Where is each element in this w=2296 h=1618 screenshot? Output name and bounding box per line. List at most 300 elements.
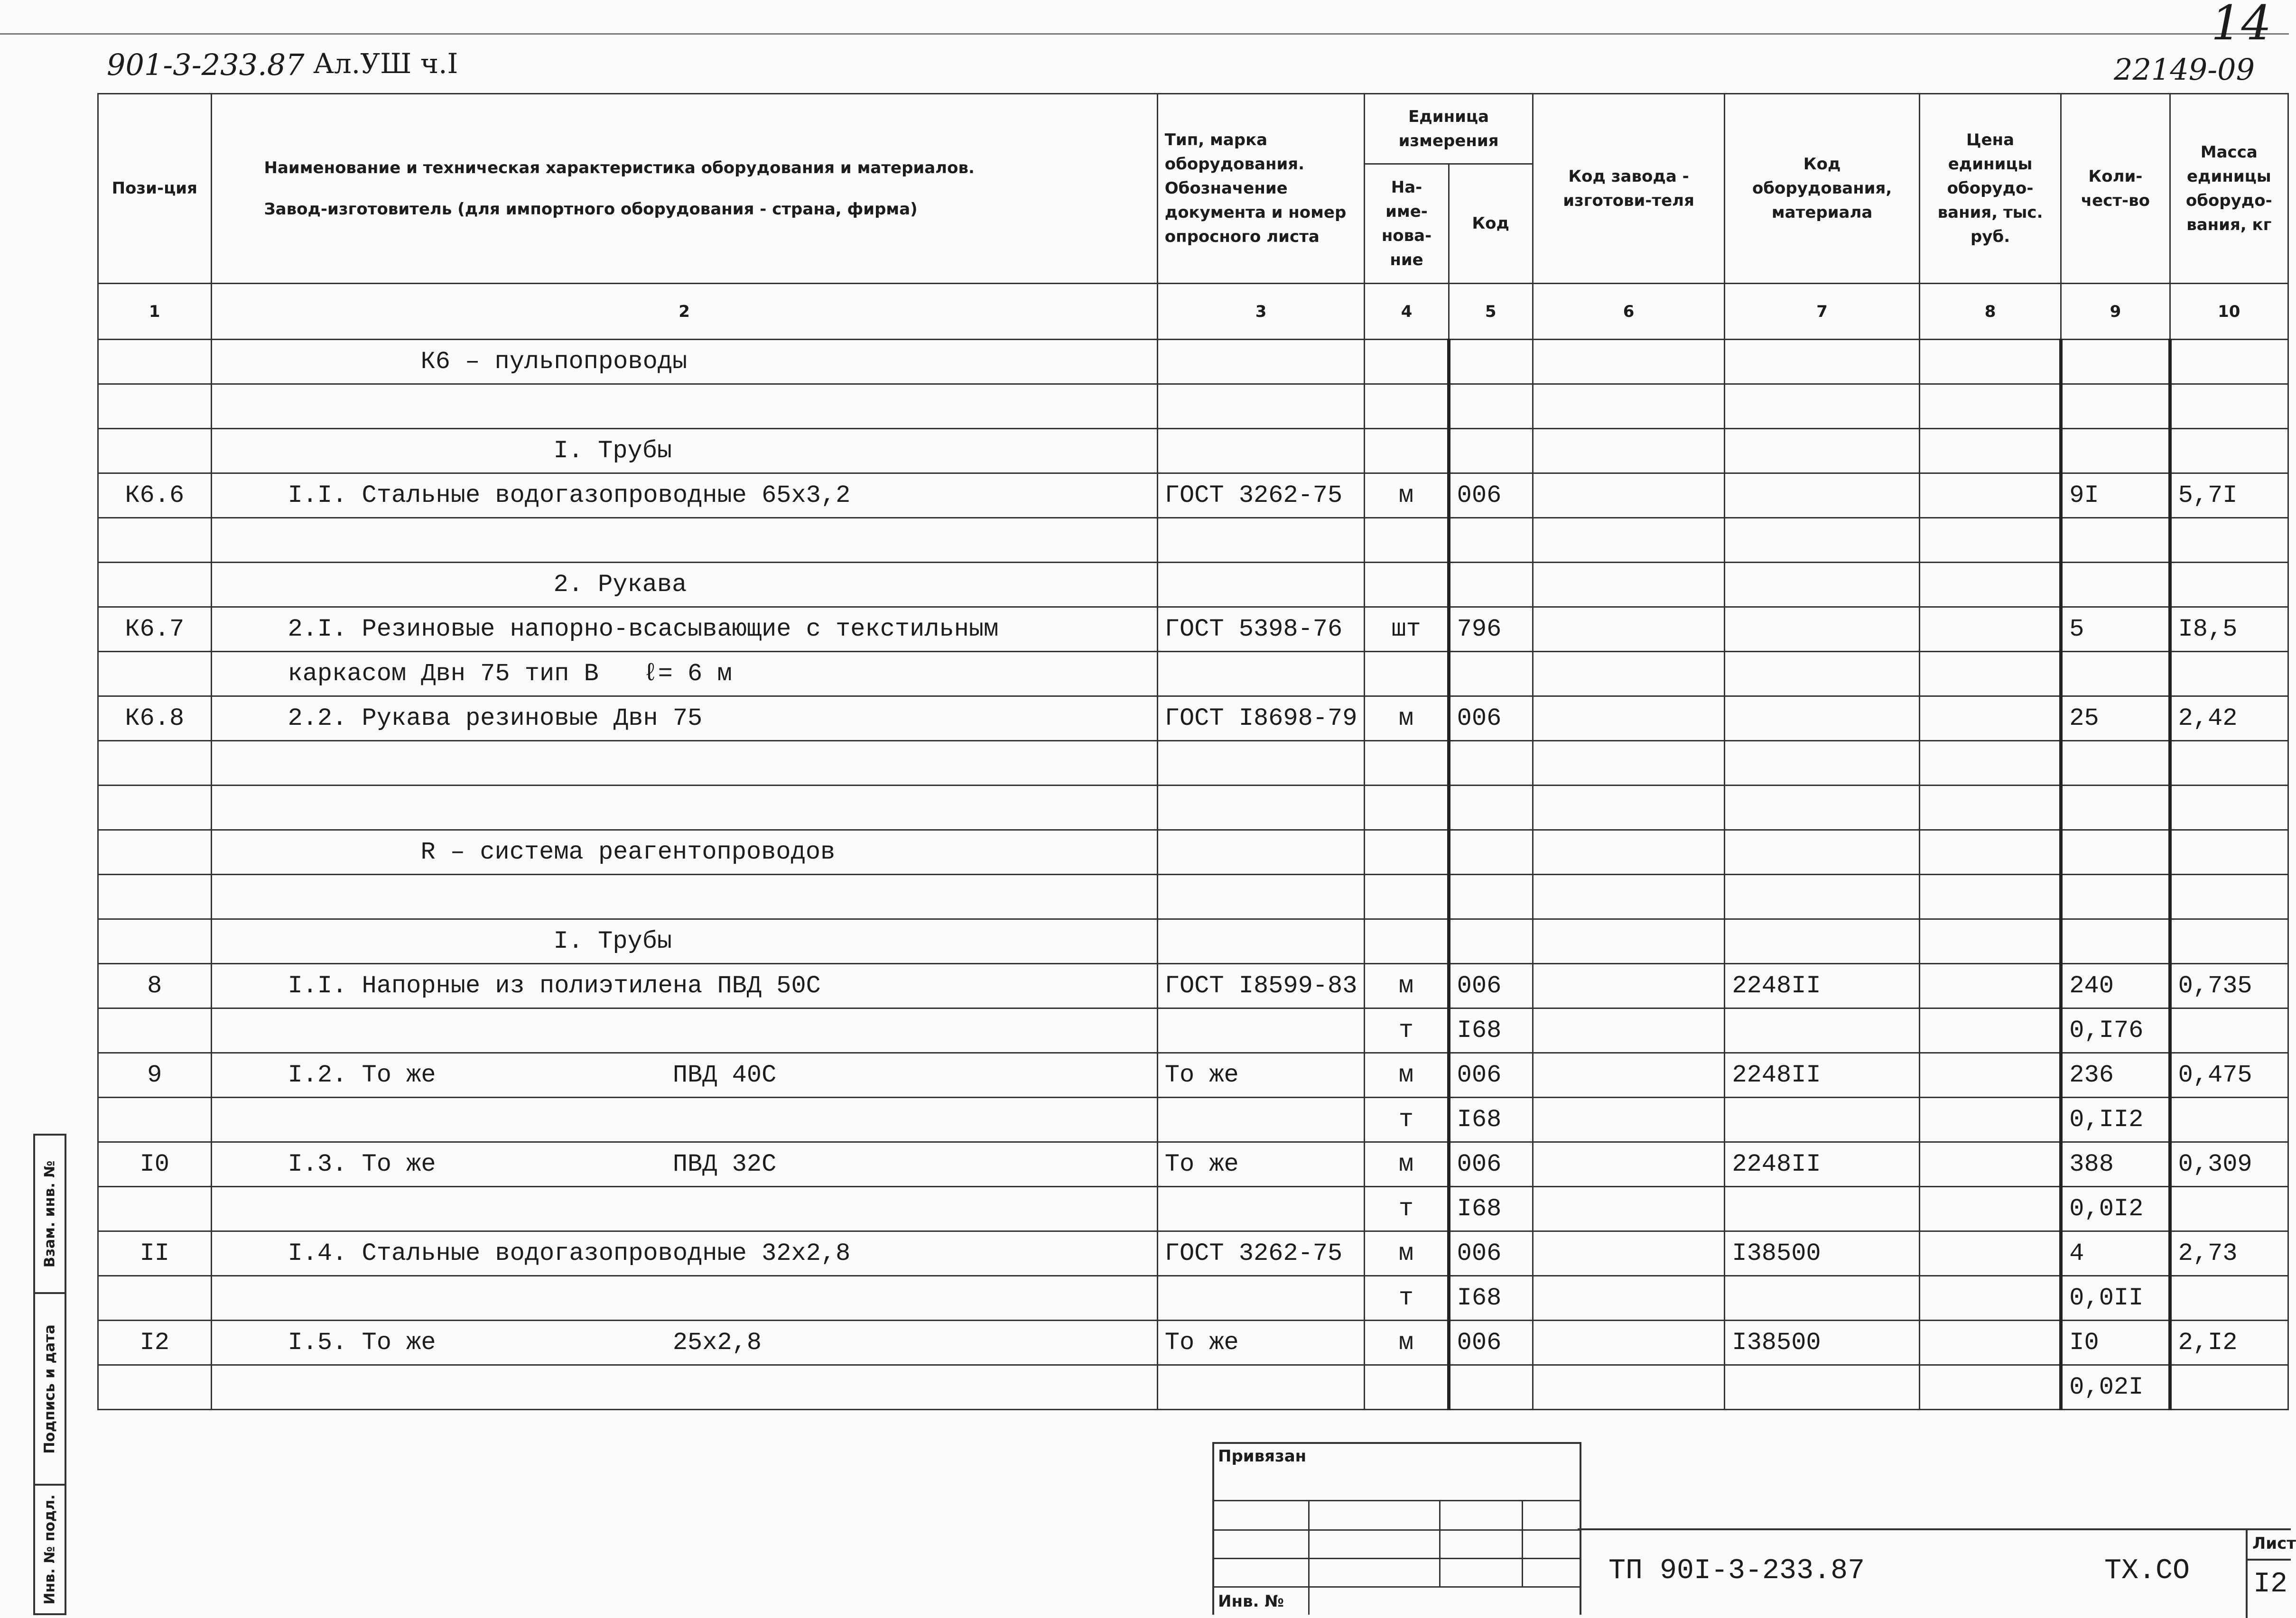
table-row [98, 830, 2288, 875]
side-stamp-label: Взам. инв. № [41, 1160, 58, 1267]
price-cell [1919, 1231, 2061, 1276]
plant-code-cell [1533, 473, 1725, 518]
sheet-number: 14 [2211, 0, 2272, 51]
unit-name-cell: т [1365, 1187, 1449, 1231]
price-cell [1919, 830, 2061, 875]
price-cell [1919, 1321, 2061, 1365]
table-row [98, 652, 2288, 696]
binding-grid-line [1308, 1500, 1310, 1615]
header-position: Пози-ция [98, 94, 212, 284]
header-material-code: Код оборудования, материала [1725, 94, 1919, 284]
side-stamp-original-inv [35, 1486, 65, 1613]
side-stamp [33, 1134, 66, 1615]
position-cell: I0 [98, 1142, 212, 1187]
table-header [98, 94, 2288, 340]
unit-code-cell [1449, 652, 1533, 696]
price-cell [1919, 1142, 2061, 1187]
binding-grid-line [1214, 1529, 1580, 1531]
sheet-label: Лист [2252, 1534, 2296, 1553]
table-row [98, 1008, 2288, 1053]
document-cell: ГОСТ 3262-75 [1157, 1231, 1365, 1276]
price-cell [1919, 563, 2061, 607]
document-cell [1157, 563, 1365, 607]
unit-code-cell [1449, 830, 1533, 875]
plant-code-cell [1533, 652, 1725, 696]
table-row [98, 1187, 2288, 1231]
quantity-cell: 0,0I2 [2061, 1187, 2170, 1231]
quantity-cell [2061, 741, 2170, 786]
column-number: 3 [1157, 284, 1365, 340]
price-cell [1919, 964, 2061, 1008]
table-row [98, 1053, 2288, 1098]
position-cell [98, 1276, 212, 1321]
header-unit-code: Код [1449, 164, 1533, 284]
unit-name-cell [1365, 340, 1449, 384]
unit-name-cell [1365, 563, 1449, 607]
mass-cell [2170, 1187, 2288, 1231]
name-cell: I.I. Напорные из полиэтилена ПВД 50С [211, 964, 1157, 1008]
unit-name-cell [1365, 652, 1449, 696]
unit-code-cell: I68 [1449, 1187, 1533, 1231]
quantity-cell: I0 [2061, 1321, 2170, 1365]
material-code-cell [1725, 875, 1919, 919]
plant-code-cell [1533, 1008, 1725, 1053]
unit-name-cell [1365, 830, 1449, 875]
document-cell [1157, 518, 1365, 563]
price-cell [1919, 1008, 2061, 1053]
plant-code-cell [1533, 340, 1725, 384]
name-cell: I.I. Стальные водогазопроводные 65х3,2 [211, 473, 1157, 518]
material-code-cell: 2248II [1725, 1053, 1919, 1098]
unit-name-cell [1365, 429, 1449, 473]
document-cell: ГОСТ 3262-75 [1157, 473, 1365, 518]
column-number: 5 [1449, 284, 1533, 340]
plant-code-cell [1533, 563, 1725, 607]
document-cell [1157, 1187, 1365, 1231]
quantity-cell: 388 [2061, 1142, 2170, 1187]
position-cell [98, 1008, 212, 1053]
project-code: ТП 90I-3-233.87 [1608, 1555, 1865, 1587]
quantity-cell [2061, 830, 2170, 875]
position-cell: К6.8 [98, 696, 212, 741]
side-stamp-replace-inv [35, 1136, 65, 1292]
header-quantity: Коли-чест-во [2061, 94, 2170, 284]
plant-code-cell [1533, 830, 1725, 875]
document-cell [1157, 1098, 1365, 1142]
unit-name-cell: м [1365, 964, 1449, 1008]
unit-name-cell: т [1365, 1276, 1449, 1321]
price-cell [1919, 696, 2061, 741]
material-code-cell [1725, 563, 1919, 607]
mass-cell [2170, 340, 2288, 384]
name-cell [211, 1008, 1157, 1053]
material-code-cell [1725, 696, 1919, 741]
unit-code-cell [1449, 429, 1533, 473]
mass-cell [2170, 1276, 2288, 1321]
column-number: 1 [98, 284, 212, 340]
plant-code-cell [1533, 786, 1725, 830]
material-code-cell [1725, 786, 1919, 830]
price-cell [1919, 1187, 2061, 1231]
table-row [98, 518, 2288, 563]
column-number: 9 [2061, 284, 2170, 340]
unit-code-cell: I68 [1449, 1276, 1533, 1321]
unit-name-cell [1365, 786, 1449, 830]
drawing-mark: ТХ.СО [2104, 1555, 2190, 1587]
price-cell [1919, 473, 2061, 518]
position-cell: I2 [98, 1321, 212, 1365]
table-row [98, 696, 2288, 741]
name-cell [211, 741, 1157, 786]
quantity-cell: 0,I76 [2061, 1008, 2170, 1053]
name-cell [211, 1365, 1157, 1410]
specification-table [97, 93, 2289, 1410]
material-code-cell: I38500 [1725, 1231, 1919, 1276]
name-cell: К6 – пульпопроводы [211, 340, 1157, 384]
mass-cell [2170, 741, 2288, 786]
mass-cell: 2,I2 [2170, 1321, 2288, 1365]
header-name-line1: Наименование и техническая характеристика оборудования и материалов. [264, 158, 975, 177]
position-cell: II [98, 1231, 212, 1276]
unit-code-cell [1449, 875, 1533, 919]
price-cell [1919, 607, 2061, 652]
quantity-cell [2061, 518, 2170, 563]
name-cell: I. Трубы [211, 919, 1157, 964]
name-cell [211, 875, 1157, 919]
plant-code-cell [1533, 1187, 1725, 1231]
name-cell [211, 518, 1157, 563]
document-cell [1157, 384, 1365, 429]
binding-block [1212, 1442, 1581, 1615]
header-unit-group: Единица измерения [1365, 94, 1533, 164]
quantity-cell: 0,02I [2061, 1365, 2170, 1410]
mass-cell: 2,42 [2170, 696, 2288, 741]
document-cell [1157, 1365, 1365, 1410]
document-cell: То же [1157, 1053, 1365, 1098]
quantity-cell [2061, 429, 2170, 473]
name-cell: I.5. То же 25х2,8 [211, 1321, 1157, 1365]
plant-code-cell [1533, 1276, 1725, 1321]
material-code-cell [1725, 1008, 1919, 1053]
unit-code-cell: I68 [1449, 1098, 1533, 1142]
position-cell: 8 [98, 964, 212, 1008]
document-cell: ГОСТ 5398-76 [1157, 607, 1365, 652]
position-cell [98, 429, 212, 473]
unit-name-cell: м [1365, 696, 1449, 741]
header-unit-price: Цена единицы оборудо-вания, тыс. руб. [1919, 94, 2061, 284]
mass-cell [2170, 563, 2288, 607]
position-cell: К6.6 [98, 473, 212, 518]
price-cell [1919, 1098, 2061, 1142]
price-cell [1919, 1276, 2061, 1321]
position-cell [98, 384, 212, 429]
plant-code-cell [1533, 384, 1725, 429]
position-cell [98, 786, 212, 830]
material-code-cell [1725, 429, 1919, 473]
quantity-cell: 4 [2061, 1231, 2170, 1276]
name-cell [211, 786, 1157, 830]
name-cell: R – система реагентопроводов [211, 830, 1157, 875]
plant-code-cell [1533, 1098, 1725, 1142]
mass-cell [2170, 1008, 2288, 1053]
table-row [98, 919, 2288, 964]
document-cell [1157, 340, 1365, 384]
document-cell [1157, 1008, 1365, 1053]
binding-grid-line [1439, 1500, 1441, 1586]
album-code: 901-3-233.87 [107, 47, 305, 82]
material-code-cell [1725, 473, 1919, 518]
position-cell [98, 518, 212, 563]
unit-code-cell: 006 [1449, 696, 1533, 741]
name-cell: I. Трубы [211, 429, 1157, 473]
name-cell: 2. Рукава [211, 563, 1157, 607]
sheet-box [2246, 1528, 2296, 1618]
table-row [98, 964, 2288, 1008]
mass-cell: I8,5 [2170, 607, 2288, 652]
price-cell [1919, 340, 2061, 384]
name-cell: 2.2. Рукава резиновые Двн 75 [211, 696, 1157, 741]
mass-cell [2170, 786, 2288, 830]
plant-code-cell [1533, 1365, 1725, 1410]
plant-code-cell [1533, 1053, 1725, 1098]
table-row [98, 1142, 2288, 1187]
unit-code-cell: 006 [1449, 1231, 1533, 1276]
unit-code-cell: 796 [1449, 607, 1533, 652]
price-cell [1919, 429, 2061, 473]
position-cell [98, 1098, 212, 1142]
material-code-cell [1725, 1187, 1919, 1231]
unit-name-cell: м [1365, 1053, 1449, 1098]
plant-code-cell [1533, 875, 1725, 919]
name-cell [211, 1098, 1157, 1142]
table-row [98, 384, 2288, 429]
document-code: 22149-09 [2114, 52, 2255, 87]
mass-cell [2170, 1098, 2288, 1142]
position-cell: 9 [98, 1053, 212, 1098]
material-code-cell [1725, 919, 1919, 964]
price-cell [1919, 919, 2061, 964]
material-code-cell [1725, 741, 1919, 786]
table-body [98, 340, 2288, 1410]
position-cell [98, 741, 212, 786]
name-cell [211, 1187, 1157, 1231]
name-cell: каркасом Двн 75 тип В ℓ= 6 м [211, 652, 1157, 696]
material-code-cell [1725, 1365, 1919, 1410]
quantity-cell [2061, 563, 2170, 607]
material-code-cell [1725, 384, 1919, 429]
document-cell: То же [1157, 1321, 1365, 1365]
plant-code-cell [1533, 1321, 1725, 1365]
unit-name-cell: м [1365, 1321, 1449, 1365]
unit-name-cell [1365, 384, 1449, 429]
unit-code-cell: 006 [1449, 964, 1533, 1008]
table-row [98, 1365, 2288, 1410]
table-row [98, 340, 2288, 384]
table-row [98, 741, 2288, 786]
quantity-cell: 0,0II [2061, 1276, 2170, 1321]
header-name [211, 94, 1157, 284]
document-cell: То же [1157, 1142, 1365, 1187]
position-cell [98, 830, 212, 875]
document-cell [1157, 429, 1365, 473]
column-number: 10 [2170, 284, 2288, 340]
document-cell [1157, 919, 1365, 964]
mass-cell: 0,475 [2170, 1053, 2288, 1098]
unit-code-cell [1449, 518, 1533, 563]
quantity-cell [2061, 384, 2170, 429]
position-cell [98, 1365, 212, 1410]
document-cell [1157, 875, 1365, 919]
unit-code-cell [1449, 340, 1533, 384]
column-number: 7 [1725, 284, 1919, 340]
table-row [98, 607, 2288, 652]
quantity-cell: 236 [2061, 1053, 2170, 1098]
sheet-box-divider [2248, 1559, 2291, 1561]
unit-name-cell [1365, 1365, 1449, 1410]
side-stamp-signature-date [35, 1294, 65, 1484]
unit-name-cell: м [1365, 1231, 1449, 1276]
unit-name-cell: шт [1365, 607, 1449, 652]
price-cell [1919, 786, 2061, 830]
binding-grid-line [1522, 1500, 1523, 1586]
inventory-label: Инв. № [1218, 1592, 1284, 1611]
unit-code-cell: 006 [1449, 1142, 1533, 1187]
table-row [98, 1098, 2288, 1142]
unit-name-cell: т [1365, 1008, 1449, 1053]
unit-code-cell [1449, 741, 1533, 786]
unit-name-cell [1365, 741, 1449, 786]
unit-code-cell [1449, 786, 1533, 830]
mass-cell [2170, 652, 2288, 696]
album-part: Ал.УШ ч.I [313, 47, 458, 80]
binding-grid-line [1214, 1586, 1580, 1588]
document-cell [1157, 1276, 1365, 1321]
material-code-cell [1725, 1276, 1919, 1321]
plant-code-cell [1533, 518, 1725, 563]
plant-code-cell [1533, 696, 1725, 741]
unit-name-cell: м [1365, 473, 1449, 518]
material-code-cell: 2248II [1725, 1142, 1919, 1187]
price-cell [1919, 741, 2061, 786]
material-code-cell [1725, 652, 1919, 696]
column-number: 6 [1533, 284, 1725, 340]
name-cell [211, 384, 1157, 429]
quantity-cell [2061, 875, 2170, 919]
mass-cell: 0,309 [2170, 1142, 2288, 1187]
name-cell: 2.I. Резиновые напорно-всасывающие с текстильным [211, 607, 1157, 652]
document-cell [1157, 652, 1365, 696]
column-number: 2 [211, 284, 1157, 340]
column-number: 8 [1919, 284, 2061, 340]
mass-cell: 0,735 [2170, 964, 2288, 1008]
binding-grid-line [1214, 1500, 1580, 1501]
name-cell: I.2. То же ПВД 40С [211, 1053, 1157, 1098]
plant-code-cell [1533, 919, 1725, 964]
table-row [98, 1276, 2288, 1321]
unit-code-cell: 006 [1449, 1321, 1533, 1365]
price-cell [1919, 384, 2061, 429]
position-cell: К6.7 [98, 607, 212, 652]
unit-code-cell [1449, 563, 1533, 607]
mass-cell [2170, 830, 2288, 875]
mass-cell [2170, 384, 2288, 429]
header-type-mark: Тип, марка оборудования. Обозначение документа и номер опросного листа [1157, 94, 1365, 284]
position-cell [98, 1187, 212, 1231]
table-row [98, 473, 2288, 518]
document-cell: ГОСТ I8698-79 [1157, 696, 1365, 741]
unit-code-cell: 006 [1449, 1053, 1533, 1098]
table-row [98, 1321, 2288, 1365]
quantity-cell: 5 [2061, 607, 2170, 652]
quantity-cell: 9I [2061, 473, 2170, 518]
table-row [98, 786, 2288, 830]
unit-code-cell [1449, 919, 1533, 964]
mass-cell [2170, 518, 2288, 563]
unit-name-cell: м [1365, 1142, 1449, 1187]
unit-code-cell [1449, 1365, 1533, 1410]
plant-code-cell [1533, 741, 1725, 786]
document-cell [1157, 786, 1365, 830]
document-cell: ГОСТ I8599-83 [1157, 964, 1365, 1008]
quantity-cell [2061, 919, 2170, 964]
name-cell: I.3. То же ПВД 32С [211, 1142, 1157, 1187]
position-cell [98, 340, 212, 384]
unit-name-cell [1365, 518, 1449, 563]
mass-cell [2170, 1365, 2288, 1410]
header-unit-name: На-име-нова-ние [1365, 164, 1449, 284]
bound-label: Привязан [1218, 1447, 1307, 1466]
document-cell [1157, 741, 1365, 786]
plant-code-cell [1533, 429, 1725, 473]
header-plant-code: Код завода - изготови-теля [1533, 94, 1725, 284]
quantity-cell: 0,II2 [2061, 1098, 2170, 1142]
quantity-cell: 240 [2061, 964, 2170, 1008]
price-cell [1919, 652, 2061, 696]
price-cell [1919, 518, 2061, 563]
position-cell [98, 919, 212, 964]
mass-cell: 2,73 [2170, 1231, 2288, 1276]
price-cell [1919, 875, 2061, 919]
material-code-cell: 2248II [1725, 964, 1919, 1008]
header-unit-mass: Масса единицы оборудо-вания, кг [2170, 94, 2288, 284]
name-cell: I.4. Стальные водогазопроводные 32х2,8 [211, 1231, 1157, 1276]
mass-cell: 5,7I [2170, 473, 2288, 518]
side-stamp-label: Инв. № подл. [41, 1494, 58, 1605]
unit-code-cell: 006 [1449, 473, 1533, 518]
position-cell [98, 563, 212, 607]
name-cell [211, 1276, 1157, 1321]
plant-code-cell [1533, 1231, 1725, 1276]
material-code-cell [1725, 340, 1919, 384]
table-row [98, 563, 2288, 607]
mass-cell [2170, 919, 2288, 964]
material-code-cell [1725, 1098, 1919, 1142]
unit-name-cell [1365, 875, 1449, 919]
header-name-line2: Завод-изготовитель (для импортного оборудования - страна, фирма) [264, 199, 918, 219]
unit-name-cell [1365, 919, 1449, 964]
column-number: 4 [1365, 284, 1449, 340]
mass-cell [2170, 429, 2288, 473]
plant-code-cell [1533, 1142, 1725, 1187]
document-cell [1157, 830, 1365, 875]
title-block-rule [1578, 1528, 2246, 1530]
quantity-cell: 25 [2061, 696, 2170, 741]
position-cell [98, 652, 212, 696]
plant-code-cell [1533, 607, 1725, 652]
plant-code-cell [1533, 964, 1725, 1008]
material-code-cell [1725, 607, 1919, 652]
unit-name-cell: т [1365, 1098, 1449, 1142]
